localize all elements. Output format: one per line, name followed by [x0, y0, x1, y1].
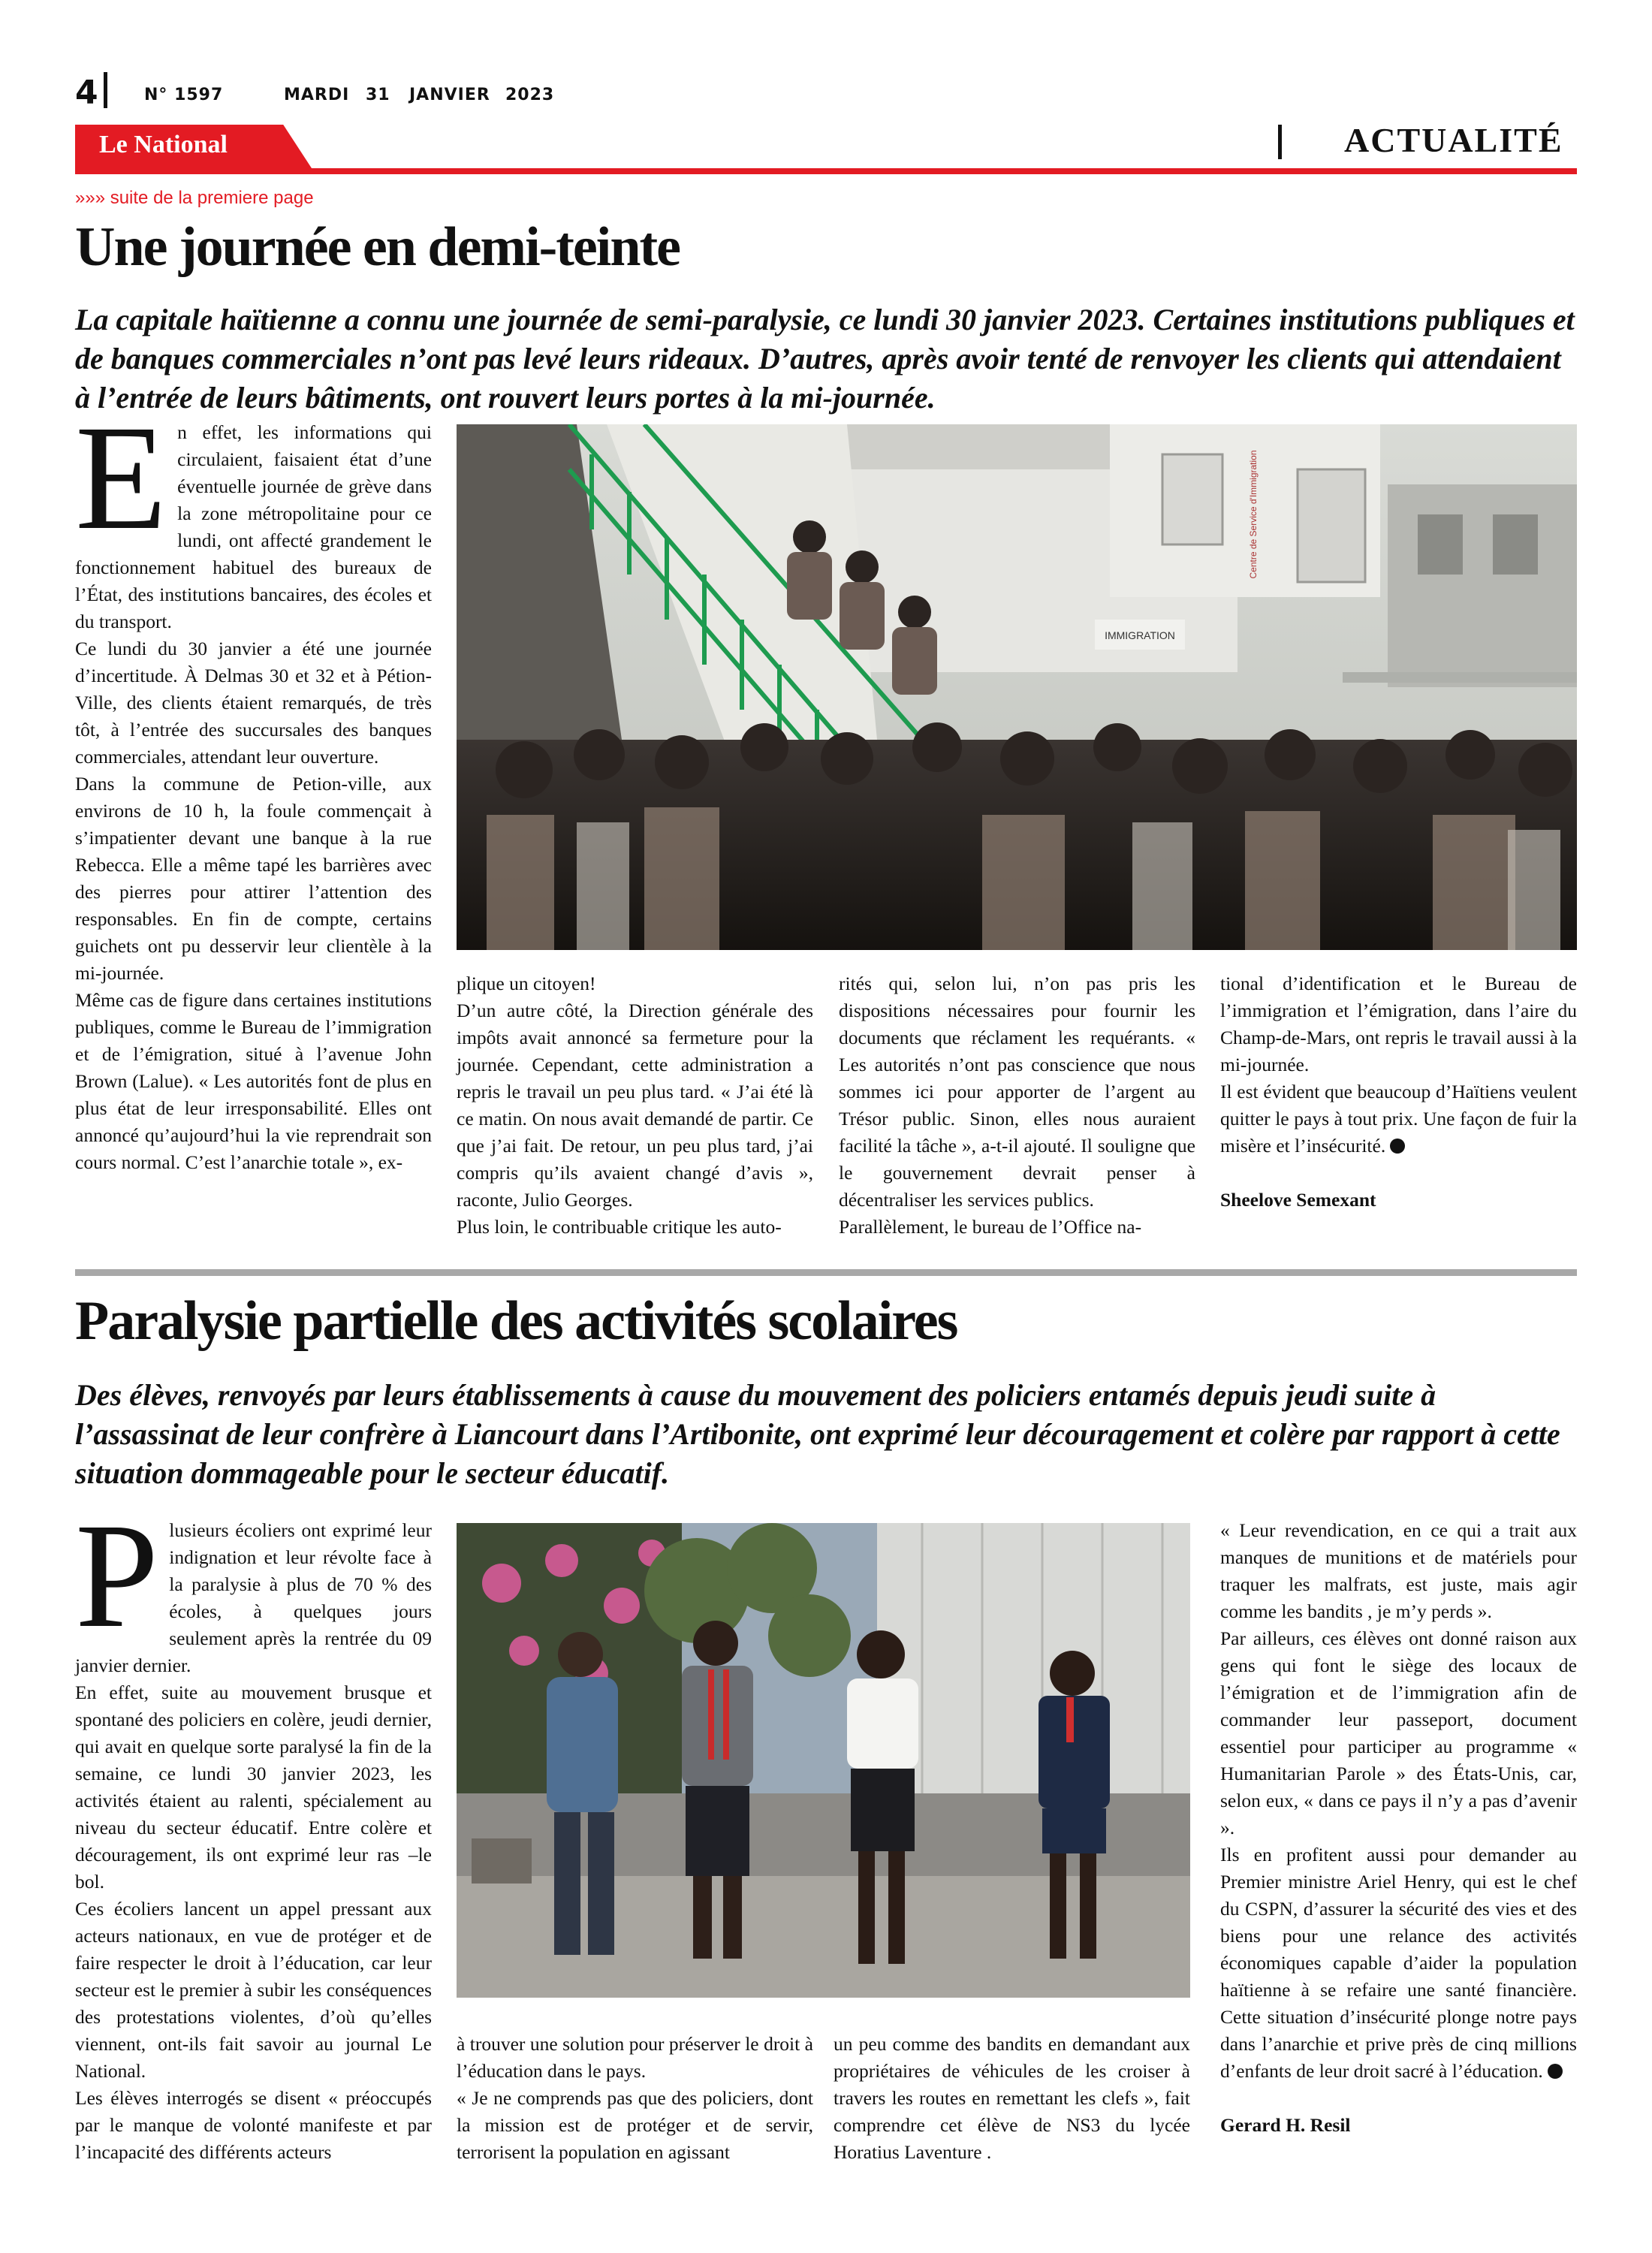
- issue-number: N° 1597: [144, 86, 224, 104]
- page-number-divider: [104, 72, 107, 108]
- paragraph: rités qui, selon lui, n’on pas pris les dispositions nécessaires pour fournir les documents que réclament les requérants. « Les autorités n’ont pas conscience que nous sommes ici pour apporter de l’argent au Trésor public. Sinon, elles nous auraient facilité la tâche », a-t-il ajouté. Il souligne que le gouvernement devrait penser à décentraliser les services publics.: [839, 973, 1195, 1211]
- article2-column-2: [457, 2031, 813, 2166]
- paragraph: Les élèves interrogés se disent « préoccupés par le manque de volonté manifeste et par l’incapacité des différents acteurs: [75, 2087, 432, 2163]
- article2-photo: [457, 1523, 1190, 1998]
- article2-column-4: [1220, 1517, 1577, 2139]
- article1-headline: Une journée en demi-teinte: [75, 216, 680, 278]
- article1-photo: [457, 424, 1577, 950]
- article1-standfirst: La capitale haïtienne a connu une journée de semi-paralysie, ce lundi 30 janvier 2023. Certaines institutions publiques et de banques commerciales n’ont pas levé leurs rideaux. D’autres, après avoir tenté de renvoyer les clients qui attendaient à l’entrée de leurs bâtiments, ont rouvert leurs portes à la mi-journée.: [75, 303, 1575, 415]
- service-sign: Centre de Service d'Immigration: [1248, 450, 1259, 579]
- paragraph: lusieurs écoliers ont exprimé leur indignation et leur révolte face à la paralysie à plus de 70 % des écoles, à quelques jours seulement après la rentrée du 09 janvier dernier.: [75, 1519, 432, 1676]
- paragraph: Ce lundi du 30 janvier a été une journée d’incertitude. À Delmas 30 et 32 et à Pétion-Ville, des clients étaient remarqués, de très tôt, à l’entrée des succursales des banques commerciales, attendant leur ouverture.: [75, 638, 432, 768]
- article2-headline: Paralysie partielle des activités scolaires: [75, 1290, 957, 1352]
- article1-column-4: [1220, 970, 1577, 1214]
- paragraph: Plus loin, le contribuable critique les auto-: [457, 1216, 782, 1238]
- paragraph: En effet, suite au mouvement brusque et spontané des policiers en colère, jeudi dernier, qui avait en quelque sorte paralysé la fin de la semaine, ce lundi 30 janvier 2023, les activités étaient au ralenti, spécialement au niveau du secteur éducatif. Entre colère et découragement, ils ont exprimé leur ras –le bol.: [75, 1681, 432, 1893]
- paragraph: Ils en profitent aussi pour demander au Premier ministre Ariel Henry, qui est le chef du CSPN, d’assurer la sécurité des vies et des biens pour une relance des activités économiques capable d’aider la population haïtienne à se refaire une santé financière. Cette situation d’insécurité plonge notre pays dans l’anarchie et prive près de cinq millions d’enfants de leur droit sacré à l’éducation.: [1220, 1844, 1577, 2082]
- paragraph: un peu comme des bandits en demandant aux propriétaires de véhicules de les croiser à travers les routes en remettant les clefs », fait comprendre cet élève de NS3 du lycée Horatius Laventure .: [834, 2033, 1190, 2163]
- date-month: JANVIER: [409, 86, 490, 104]
- section-label: ACTUALITÉ: [1344, 121, 1563, 159]
- article1-byline: Sheelove Semexant: [1220, 1189, 1376, 1211]
- continued-label: »»» suite de la premiere page: [75, 188, 314, 208]
- paragraph: tional d’identification et le Bureau de l’immigration et l’émigration, dans l’aire du Champ-de-Mars, ont repris le travail aussi à la mi-journée.: [1220, 973, 1577, 1075]
- article-separator: [75, 1269, 1577, 1276]
- brand-name: Le National: [99, 131, 228, 158]
- paragraph: Parallèlement, le bureau de l’Office na-: [839, 1216, 1142, 1238]
- paragraph: « Je ne comprends pas que des policiers, dont la mission est de protéger et de servir, terrorisent la population en agissant: [457, 2087, 813, 2163]
- paragraph: « Leur revendication, en ce qui a trait aux manques de munitions et de matériels pour traquer les malfrats, est juste, mais agir comme les bandits , je m’y perds ».: [1220, 1519, 1577, 1622]
- date-number: 31: [366, 86, 390, 104]
- date-year: 2023: [505, 86, 555, 104]
- article1-column-1: [75, 395, 432, 1176]
- paragraph: D’un autre côté, la Direction générale des impôts avait annoncé sa fermeture pour la journée. Cependant, cette administration a repris le travail un peu plus tard. « J’ai été là ce matin. On nous avait demandé de partir. Ce que j’ai fait. De retour, un peu plus tard, j’ai compris qu’ils avaient changé d’avis », raconte, Julio Georges.: [457, 1000, 813, 1211]
- end-mark-icon: [1548, 2064, 1563, 2079]
- article1-dropcap: E: [75, 395, 167, 561]
- article2-byline: Gerard H. Resil: [1220, 2114, 1351, 2136]
- article2-standfirst: Des élèves, renvoyés par leurs établissements à cause du mouvement des policiers entamés depuis jeudi suite à l’assassinat de leur confrère à Liancourt dans l’Artibonite, ont exprimé leur découragement et colère par rapport à cette situation dommageable pour le secteur éducatif.: [75, 1378, 1560, 1490]
- section-divider: [1278, 125, 1282, 159]
- date-day: MARDI: [284, 86, 350, 104]
- article2-dropcap: P: [75, 1493, 159, 1659]
- article2-column-3: [834, 2031, 1190, 2166]
- article1-column-2: [457, 970, 813, 1241]
- paragraph: Par ailleurs, ces élèves ont donné raison aux gens qui font le siège des locaux de l’émigration et de l’immigration afin de commander leur passeport, document essentiel pour participer au programme « Humanitarian Parole » des États-Unis, car, selon eux, « dans ce pays il n’y a pas d’avenir ».: [1220, 1627, 1577, 1838]
- immigration-sign: IMMIGRATION: [1105, 629, 1175, 641]
- paragraph: Il est évident que beaucoup d’Haïtiens veulent quitter le pays à tout prix. Une façon de fuir la misère et l’insécurité.: [1220, 1081, 1577, 1157]
- article1-column-3: [839, 970, 1195, 1241]
- paragraph: Même cas de figure dans certaines institutions publiques, comme le Bureau de l’immigration et de l’émigration, situé à l’avenue John Brown (Lalue). « Les autorités font de plus en plus état de leur irresponsabilité. Elles ont annoncé qu’aujourd’hui la vie reprendrait son cours normal. C’est l’anarchie totale », ex-: [75, 989, 432, 1173]
- students-street-image: [457, 1523, 1190, 1998]
- crowd-scene-image: [457, 424, 1577, 950]
- header-rule: [75, 168, 1577, 174]
- paragraph: Ces écoliers lancent un appel pressant aux acteurs nationaux, en vue de protéger et de faire respecter le droit à l’éducation, car leur secteur est le premier à subir les conséquences des protestations violentes, d’où qu’elles viennent, ont-ils fait savoir au journal Le National.: [75, 1898, 432, 2082]
- article2-column-1: [75, 1493, 432, 2166]
- paragraph: Dans la commune de Petion-ville, aux environs de 10 h, la foule commençait à s’impatienter devant une banque à la rue Rebecca. Elle a même tapé les barrières avec des pierres pour attirer l’attention des responsables. En fin de compte, certains guichets ont pu desservir leur clientèle à la mi-journée.: [75, 773, 432, 984]
- paragraph: n effet, les informations qui circulaient, faisaient état d’une éventuelle journée de grève dans la zone métropolitaine pour ce lundi, ont affecté grandement le fonctionnement habituel des bureaux de l’État, des institutions bancaires, des écoles et du transport.: [75, 421, 432, 632]
- end-mark-icon: [1390, 1139, 1405, 1154]
- paragraph: plique un citoyen!: [457, 973, 596, 994]
- paragraph: à trouver une solution pour préserver le droit à l’éducation dans le pays.: [457, 2033, 813, 2082]
- page-number: 4: [75, 74, 98, 112]
